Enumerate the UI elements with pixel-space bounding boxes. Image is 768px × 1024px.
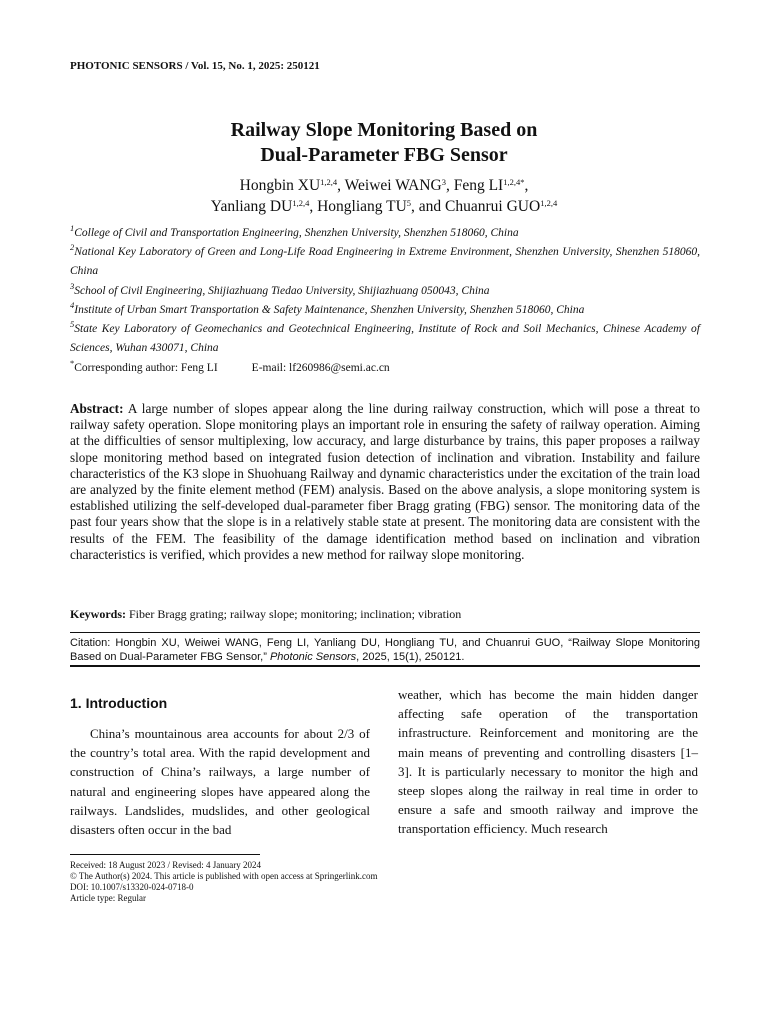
- author-name: Weiwei WANG: [344, 177, 442, 194]
- abstract: [70, 401, 700, 563]
- title-line-2: Dual-Parameter FBG Sensor: [260, 144, 508, 166]
- running-head: PHOTONIC SENSORS / Vol. 15, No. 1, 2025: 250121: [70, 60, 320, 72]
- corresponding-email[interactable]: E-mail: lf260986@semi.ac.cn: [251, 362, 390, 374]
- affiliation-text: College of Civil and Transportation Engineering, Shenzhen University, Shenzhen 518060, China: [74, 227, 519, 239]
- affiliation-list: [70, 224, 700, 358]
- keywords-label: Keywords:: [70, 607, 126, 621]
- affiliation-number: 1: [70, 223, 75, 233]
- intro-right-column: [398, 685, 698, 839]
- affiliation-item: [70, 224, 700, 243]
- affiliation-number: 2: [70, 242, 75, 253]
- author-affil-mark: 1,2,4: [320, 177, 338, 187]
- affiliation-text: Institute of Urban Smart Transportation & Safety Maintenance, Shenzhen University, Shenzhen 518060, China: [74, 303, 585, 316]
- author-separator: ,: [309, 198, 318, 215]
- corresponding-star: *: [70, 358, 75, 368]
- affiliation-item: [70, 320, 700, 358]
- author-name: Feng LI: [453, 177, 504, 194]
- footnote-doi[interactable]: DOI: 10.1007/s13320-024-0718-0: [70, 882, 194, 892]
- footnote-copyright: © The Author(s) 2024. This article is published with open access at Springerlink.com: [70, 871, 378, 881]
- abstract-label: Abstract:: [70, 401, 124, 416]
- author-line-1: [0, 175, 768, 196]
- author-separator: , and: [411, 198, 446, 215]
- author-affil-mark: 3: [441, 177, 446, 187]
- affiliation-item: [70, 243, 700, 281]
- citation-suffix: , 2025, 15(1), 250121.: [356, 651, 465, 663]
- affiliation-number: 4: [70, 299, 75, 310]
- affiliation-item: [70, 301, 700, 320]
- affiliation-text: National Key Laboratory of Green and Long-Life Road Engineering in Extreme Environment, Shenzhen University, Shenzhen 518060, China: [70, 246, 700, 278]
- author-name: Chuanrui GUO: [445, 198, 541, 215]
- affiliation-text: School of Civil Engineering, Shijiazhuang Tiedao University, Shijiazhuang 050043, China: [74, 284, 490, 297]
- author-separator: ,: [524, 177, 529, 194]
- citation-bottom-rule: [70, 665, 700, 667]
- corresponding-label: Corresponding author: Feng LI: [74, 362, 218, 374]
- intro-paragraph-left: China’s mountainous area accounts for about 2/3 of the country’s total area. With the rapid development and construction of China’s railways, a large number of natural and engineering slopes have appeared along the railways. Landslides, mudslides, and other geological disasters often occur in the bad: [70, 726, 370, 838]
- author-affil-mark: 5: [406, 198, 412, 208]
- author-name: Yanliang DU: [210, 198, 293, 215]
- affiliation-text: State Key Laboratory of Geomechanics and Geotechnical Engineering, Institute of Rock and Soil Mechanics, Chinese Academy of Sciences, Wuhan 430071, China: [70, 323, 700, 355]
- author-separator: ,: [445, 177, 454, 194]
- affiliation-number: 5: [70, 319, 75, 330]
- author-name: Hongliang TU: [317, 198, 407, 215]
- section-heading-introduction: 1. Introduction: [70, 695, 168, 711]
- intro-paragraph-right: weather, which has become the main hidden danger affecting safe operation of the transportation infrastructure. Reinforcement and monitoring are the main means of preventing and controlling disasters [1–3]. It is particularly necessary to monitor the high and steep slopes along the railway in real time in order to ensure a safe and smooth railway and improve the transportation efficiency. Much research: [398, 687, 698, 837]
- author-affil-mark: 1,2,4*: [503, 177, 525, 187]
- keywords-text: Fiber Bragg grating; railway slope; monitoring; inclination; vibration: [129, 607, 462, 621]
- citation-top-rule: [70, 632, 700, 633]
- title-line-1: Railway Slope Monitoring Based on: [230, 119, 538, 141]
- corresponding-author: [70, 358, 390, 374]
- citation-journal: Photonic Sensors: [269, 651, 357, 663]
- footnote-article-type: Article type: Regular: [70, 893, 146, 903]
- author-affil-mark: 1,2,4: [540, 198, 558, 208]
- abstract-text: A large number of slopes appear along the line during railway construction, which will pose a threat to railway safety operation. Slope monitoring plays an important role in ensuring the safety of railway operation. Aiming at the difficulties of sensor multiplexing, low accuracy, and large disturbance by trains, this paper proposes a railway slope monitoring method based on integrated fusion detection of inclination and vibration. Instability and failure characteristics of the K3 slope in Shuohuang Railway and dynamic characteristics under the excitation of the train load are analyzed by the finite element method (FEM) analysis. Based on the above analysis, a slope monitoring system is established utilizing the self-developed dual-parameter fiber Bragg grating (FBG) sensor. The monitoring data of the past four years show that the slope is in a relatively stable state at present. The monitoring data are consistent with the results of the FEM. The feasibility of the damage identification method based on inclination and vibration characteristics is verified, which provides a new method for railway slope monitoring.: [70, 401, 700, 562]
- author-name: Hongbin XU: [239, 177, 321, 194]
- footnote-rule: [70, 854, 260, 855]
- citation: [70, 636, 700, 664]
- footnote-received: Received: 18 August 2023 / Revised: 4 January 2024: [70, 860, 261, 870]
- author-line-2: [0, 196, 768, 217]
- author-separator: ,: [337, 177, 345, 194]
- footnotes: [70, 860, 377, 904]
- intro-left-column: [70, 724, 370, 839]
- author-list: [0, 175, 768, 217]
- keywords: [70, 607, 700, 622]
- author-affil-mark: 1,2,4: [292, 198, 310, 208]
- affiliation-item: [70, 282, 700, 301]
- affiliation-number: 3: [70, 280, 75, 291]
- paper-title: [0, 118, 768, 168]
- citation-prefix: Citation: Hongbin XU, Weiwei WANG, Feng LI, Yanliang DU, Hongliang TU, and Chuanrui GUO, “Railway Slope Monitoring Based on Dual-Parameter FBG Sensor,”: [70, 637, 700, 663]
